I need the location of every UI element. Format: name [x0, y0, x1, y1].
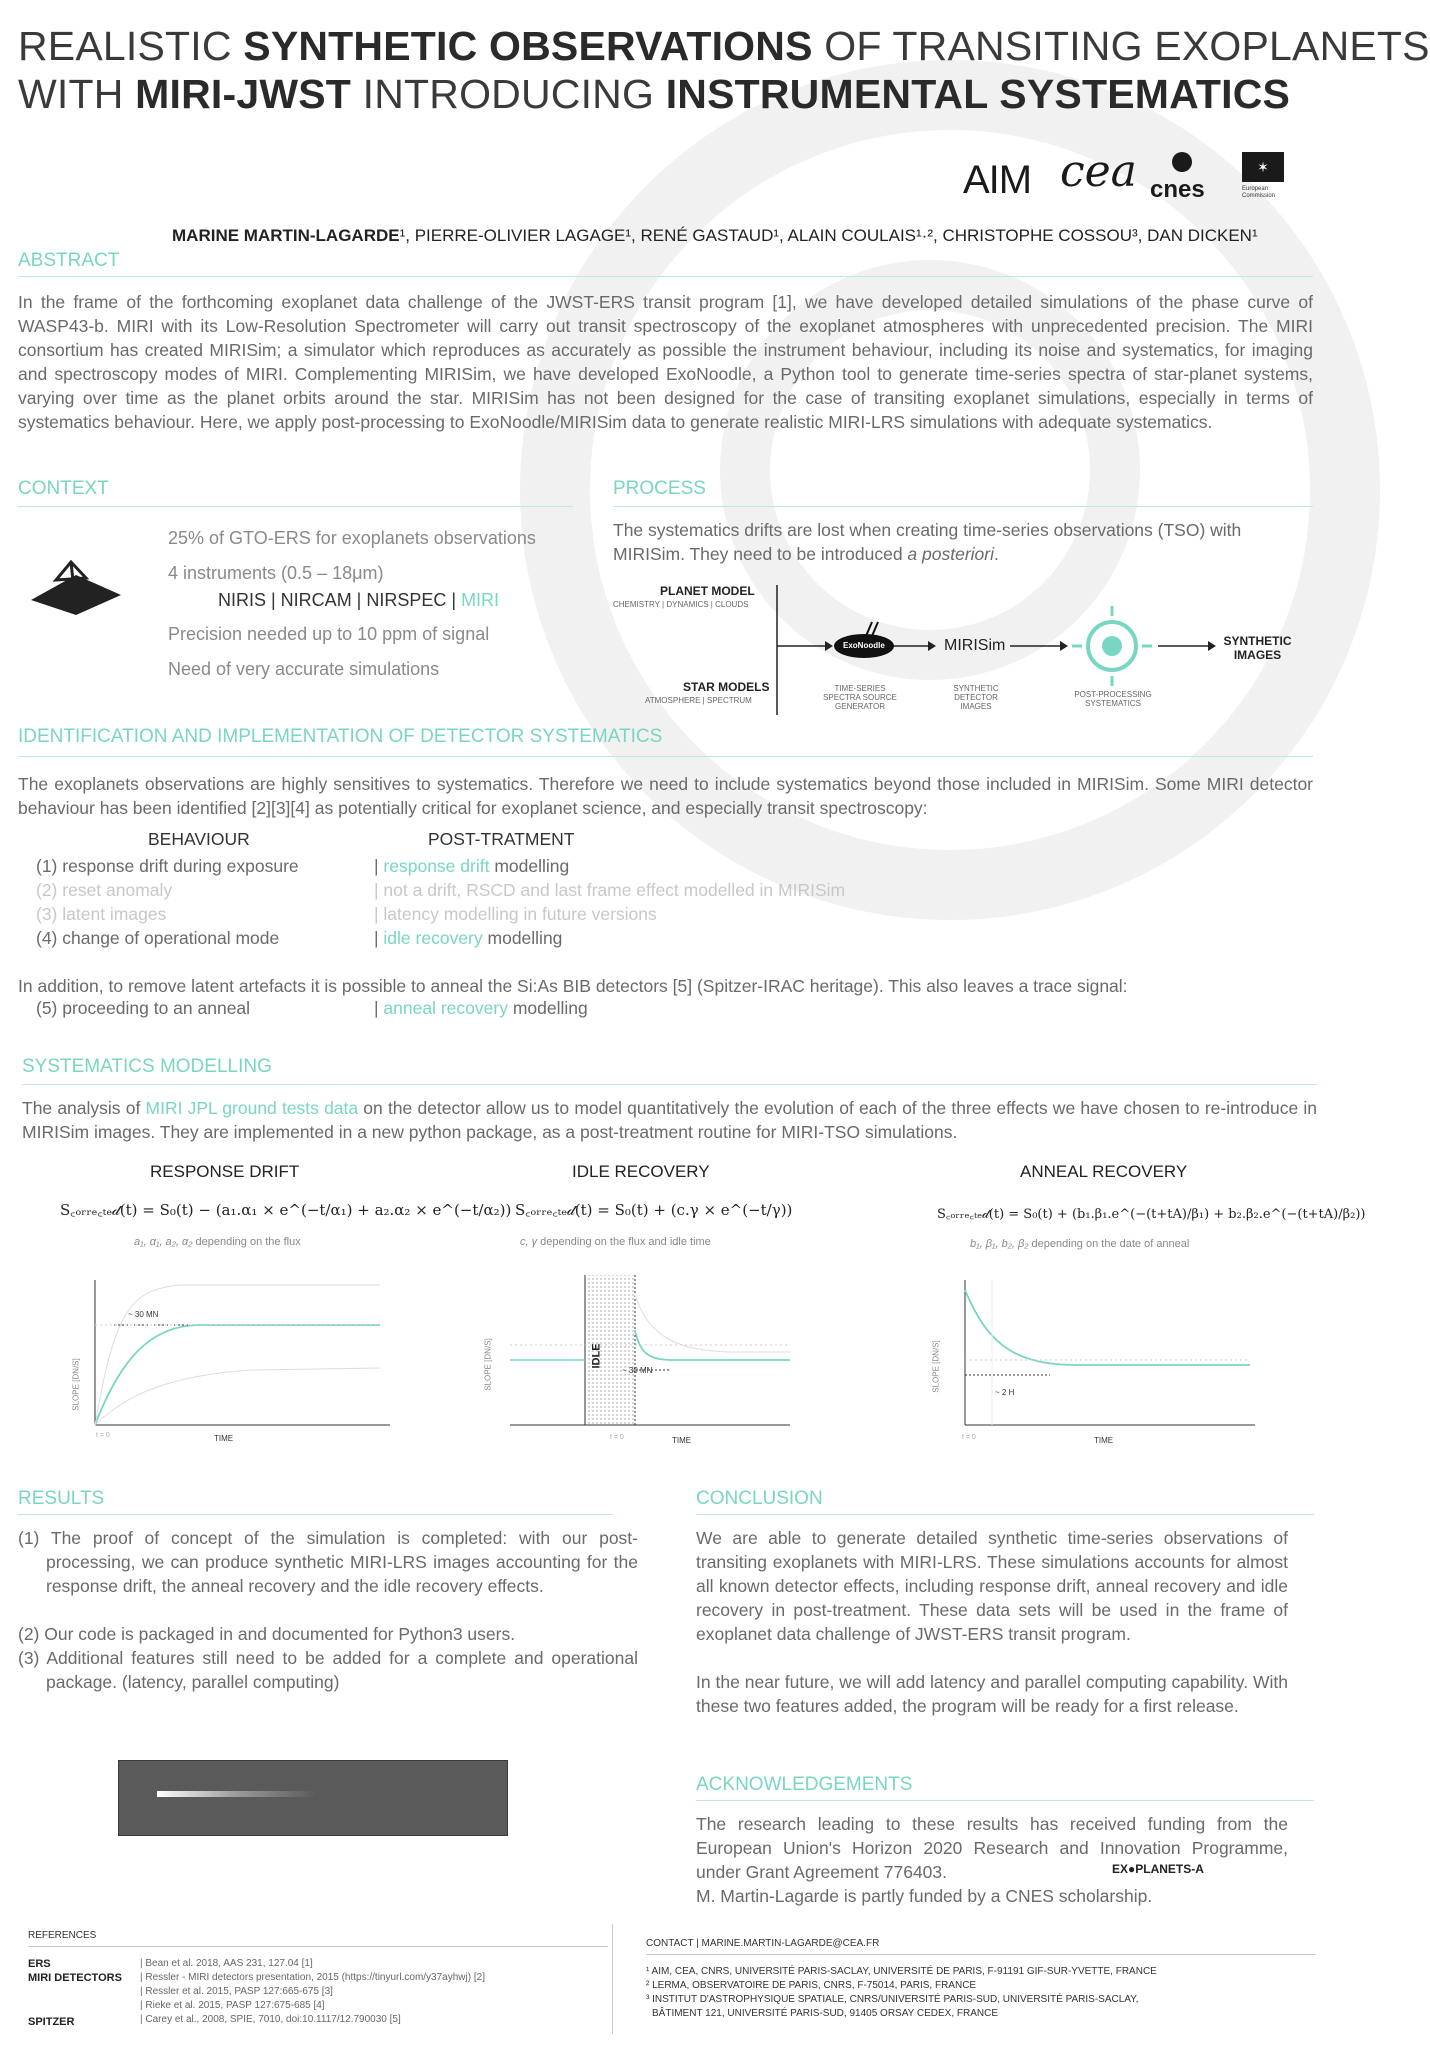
anneal-recovery-plot — [950, 1270, 1260, 1440]
context-line4: Precision needed up to 10 ppm of signal — [168, 624, 490, 644]
context-heading: CONTEXT — [18, 478, 109, 499]
identification-text: The exoplanets observations are highly sensitives to systematics. Therefore we need to include systematics beyond those included in MIRISim. Some MIRI detector behaviour has been identified [2][3][4] as potentially critical for exoplanet science, and especially transit spectroscopy: — [18, 774, 1313, 818]
response-drift-vars: a₁, α₁, a₂, α₂ depending on the flux — [134, 1236, 301, 1248]
behaviour-col-header: BEHAVIOUR — [148, 829, 250, 849]
response-drift-annot: ~ 30 MN — [128, 1310, 159, 1319]
response-drift-t0: t = 0 — [96, 1432, 110, 1439]
response-drift-xlabel: TIME — [214, 1434, 234, 1443]
ref-4: | Rieke et al. 2015, PASP 127:675-685 [4] — [140, 2000, 325, 2011]
behaviour-row-1: (1) response drift during exposure — [36, 856, 299, 876]
treatment-row-1: | response drift modelling — [374, 856, 570, 876]
behaviour-row-2: (2) reset anomaly — [36, 880, 173, 900]
idle-label: IDLE — [590, 1343, 603, 1369]
star-models-sub: ATMOSPHERE | SPECTRUM — [645, 696, 752, 705]
context-line2: 4 instruments (0.5 – 18μm) — [168, 563, 384, 583]
idle-recovery-title: IDLE RECOVERY — [572, 1162, 710, 1181]
affiliation-4: BÂTIMENT 121, UNIVERSITÉ PARIS-SUD, 91405 ORSAY CEDEX, FRANCE — [652, 2008, 999, 2019]
eu-commission-label: European Commission — [1242, 186, 1276, 199]
contact-line: CONTACT | MARINE.MARTIN-LAGARDE@CEA.FR — [646, 1938, 880, 1949]
poster-title: REALISTIC SYNTHETIC OBSERVATIONS OF TRANSITING EXOPLANETS WITH MIRI-JWST INTRODUCING INSTRUMENTAL SYSTEMATICS — [18, 23, 1430, 117]
anneal-recovery-title: ANNEAL RECOVERY — [1020, 1162, 1188, 1181]
mirisim-sub: SYNTHETIC DETECTOR IMAGES — [953, 684, 999, 711]
references-heading: REFERENCES — [28, 1930, 97, 1941]
synthetic-images-label: SYNTHETIC IMAGES — [1223, 634, 1292, 662]
results-item-2: (2) Our code is packaged in and documented for Python3 users. — [18, 1624, 516, 1644]
idle-recovery-vars: c, γ depending on the flux and idle time — [520, 1236, 711, 1248]
cnes-logo: cnes — [1150, 176, 1205, 203]
identification-heading: IDENTIFICATION AND IMPLEMENTATION OF DETECTOR SYSTEMATICS — [18, 726, 663, 747]
conclusion-rule — [696, 1514, 1314, 1515]
acknowledgements-rule — [696, 1800, 1314, 1801]
abstract-text: In the frame of the forthcoming exoplanet data challenge of the JWST-ERS transit program [1], we have developed detailed simulations of the phase curve of WASP43-b. MIRI with its Low-Resolution Spectrometer will carry out transit spectroscopy of the exoplanet atmospheres with unprecedented precision. The MIRI consortium has created MIRISim; a simulator which reproduces as accurately as possible the instrument behaviour, including its noise and systematics, for imaging and spectroscopy modes of MIRI. Complementing MIRISim, we have developed ExoNoodle, a Python tool to generate time-series spectra of star-planet systems, varying over time as the planet orbits around the star. MIRISim has not been designed for the case of transiting exoplanet simulations, especially in terms of systematics behaviour. Here, we apply post-processing to ExoNoodle/MIRISim data to generate realistic MIRI-LRS simulations with adequate systematics. — [18, 292, 1313, 432]
jwst-telescope-icon — [26, 560, 126, 620]
footer-divider — [612, 1924, 613, 2034]
behaviour-row-3: (3) latent images — [36, 904, 167, 924]
process-rule — [613, 506, 1313, 507]
references-rule — [28, 1946, 608, 1947]
exonoodle-label: ExoNoodle — [843, 641, 885, 650]
ref-3: | Ressler et al. 2015, PASP 127:665-675 [3] — [140, 1986, 333, 1997]
authors: MARINE MARTIN-LAGARDE¹, PIERRE-OLIVIER LAGAGE¹, RENÉ GASTAUD¹, ALAIN COULAIS¹·², CHRISTOPHE COSSOU³, DAN DICKEN¹ — [172, 226, 1258, 245]
treatment-row-2: | not a drift, RSCD and last frame effect modelled in MIRISim — [374, 880, 846, 900]
anneal-recovery-formula: S꜀ₒᵣᵣₑ꜀ₜₑ𝒹(t) = S₀(t) + (b₁.β₁.e^(−(t+tA)/β₁) + b₂.β₂.e^(−(t+tA)/β₂)) — [937, 1207, 1366, 1222]
response-drift-formula: S꜀ₒᵣᵣₑ꜀ₜₑ𝒹(t) = S₀(t) − (a₁.α₁ × e^(−t/α₁) + a₂.α₂ × e^(−t/α₂)) — [60, 1201, 512, 1219]
synthetic-detector-image — [118, 1760, 508, 1836]
anneal-recovery-t0: t = 0 — [962, 1434, 976, 1441]
ref-key-miri: MIRI DETECTORS — [28, 1972, 122, 1984]
anneal-recovery-vars: b₁, β₁, b₂, β₂ depending on the date of anneal — [970, 1238, 1190, 1250]
behaviour-row-4: (4) change of operational mode — [36, 928, 280, 948]
exonoodle-sub: TIME-SERIES SPECTRA SOURCE GENERATOR — [823, 684, 897, 711]
results-item-3: (3) Additional features still need to be added for a complete and operational package. (latency, parallel computing) — [18, 1648, 638, 1692]
abstract-rule — [18, 276, 1313, 277]
results-rule — [18, 1514, 613, 1515]
idle-recovery-t0: t = 0 — [610, 1434, 624, 1441]
context-line1: 25% of GTO-ERS for exoplanets observations — [168, 528, 536, 548]
response-drift-ylabel: SLOPE [DN/S] — [71, 1358, 81, 1411]
treatment-row-5: | anneal recovery modelling — [374, 998, 588, 1018]
mirisim-label: MIRISim — [944, 637, 1006, 654]
exoplanets-a-logo: EX●PLANETS-A — [1112, 1862, 1204, 1876]
modelling-text: The analysis of MIRI JPL ground tests data on the detector allow us to model quantitatively the evolution of each of the three effects we have chosen to re-introduce in MIRISim images. They are implemented in a new python package, as a post-treatment routine for MIRI-TSO simulations. — [22, 1098, 1317, 1142]
idle-recovery-plot — [500, 1270, 800, 1440]
post-treatment-col-header: POST-TRATMENT — [428, 829, 575, 849]
acknowledgements-text2: M. Martin-Lagarde is partly funded by a CNES scholarship. — [696, 1886, 1153, 1906]
acknowledgements-text: The research leading to these results has received funding from the European Union's Horizon 2020 Research and Innovation Programme, under Grant Agreement 776403. — [696, 1814, 1288, 1882]
modelling-heading: SYSTEMATICS MODELLING — [22, 1056, 272, 1077]
anneal-recovery-xlabel: TIME — [1094, 1436, 1114, 1445]
acknowledgements-heading: ACKNOWLEDGEMENTS — [696, 1774, 913, 1795]
ref-key-spitzer: SPITZER — [28, 2016, 75, 2028]
spectrum-trace — [157, 1791, 317, 1797]
planet-model-label: PLANET MODEL — [660, 584, 755, 598]
eu-flag-icon: ✶ — [1242, 152, 1284, 182]
cea-logo: cea — [1060, 146, 1137, 197]
treatment-row-3: | latency modelling in future versions — [374, 904, 657, 924]
affiliation-1: ¹ AIM, CEA, CNRS, UNIVERSITÉ PARIS-SACLAY, UNIVERSITÉ DE PARIS, F-91191 GIF-SUR-YVETTE, FRANCE — [646, 1966, 1157, 1977]
anneal-text: In addition, to remove latent artefacts it is possible to anneal the Si:As BIB detectors [5] (Spitzer-IRAC heritage). This also leaves a trace signal: — [18, 976, 1128, 996]
aim-logo: AIM — [963, 158, 1032, 202]
anneal-recovery-annot: ~ 2 H — [995, 1388, 1015, 1397]
ref-5: | Carey et al., 2008, SPIE, 7010, doi:10.1117/12.790030 [5] — [140, 2014, 401, 2025]
modelling-rule — [22, 1084, 1317, 1085]
context-instruments: NIRIS | NIRCAM | NIRSPEC | MIRI — [218, 590, 500, 610]
post-processing-sub: POST-PROCESSING SYSTEMATICS — [1074, 690, 1152, 708]
response-drift-plot — [70, 1270, 400, 1440]
process-text: The systematics drifts are lost when creating time-series observations (TSO) with MIRISim. They need to be introduced a posteriori. — [613, 520, 1242, 564]
process-heading: PROCESS — [613, 478, 706, 499]
idle-recovery-xlabel: TIME — [672, 1436, 692, 1445]
treatment-row-4: | idle recovery modelling — [374, 928, 563, 948]
cnes-moon-icon — [1172, 152, 1192, 172]
context-rule — [18, 506, 573, 507]
affiliation-3: ³ INSTITUT D'ASTROPHYSIQUE SPATIALE, CNRS/UNIVERSITÉ PARIS-SUD, UNIVERSITÉ PARIS-SACLAY, — [646, 1994, 1139, 2005]
behaviour-row-5: (5) proceeding to an anneal — [36, 998, 251, 1018]
response-drift-title: RESPONSE DRIFT — [150, 1162, 300, 1181]
affiliation-2: ² LERMA, OBSERVATOIRE DE PARIS, CNRS, F-75014, PARIS, FRANCE — [646, 1980, 977, 1991]
ref-2: | Ressler - MIRI detectors presentation, 2015 (https://tinyurl.com/y37ayhwj) [2] — [140, 1972, 485, 1983]
conclusion-p2: In the near future, we will add latency and parallel computing capability. With these two features added, the program will be ready for a first release. — [696, 1672, 1288, 1716]
context-line5: Need of very accurate simulations — [168, 659, 440, 679]
anneal-recovery-ylabel: SLOPE [DN/S] — [931, 1340, 941, 1393]
planet-model-sub: CHEMISTRY | DYNAMICS | CLOUDS — [613, 600, 749, 609]
results-item-1: (1) The proof of concept of the simulation is completed: with our post-processing, we can produce synthetic MIRI-LRS images accounting for the response drift, the anneal recovery and the idle recovery effects. — [18, 1528, 638, 1596]
contact-rule — [646, 1954, 1316, 1955]
ref-1: | Bean et al. 2018, AAS 231, 127.04 [1] — [140, 1958, 313, 1969]
star-models-label: STAR MODELS — [683, 680, 770, 694]
idle-recovery-annot: ~ 30 MN — [622, 1366, 653, 1375]
ref-key-ers: ERS — [28, 1958, 51, 1970]
results-heading: RESULTS — [18, 1488, 105, 1509]
idle-recovery-ylabel: SLOPE [DN/S] — [483, 1338, 493, 1391]
conclusion-p1: We are able to generate detailed synthetic time-series observations of transiting exoplanets with MIRI-LRS. These simulations accounts for almost all known detector effects, including response drift, anneal recovery and idle recovery in post-treatment. These data sets will be used in the frame of exoplanet data challenge of JWST-ERS transit program. — [696, 1528, 1288, 1644]
abstract-heading: ABSTRACT — [18, 250, 120, 271]
conclusion-heading: CONCLUSION — [696, 1488, 823, 1509]
idle-recovery-formula: S꜀ₒᵣᵣₑ꜀ₜₑ𝒹(t) = S₀(t) + (c.γ × e^(−t/γ)) — [515, 1201, 793, 1219]
identification-rule — [18, 756, 1313, 757]
